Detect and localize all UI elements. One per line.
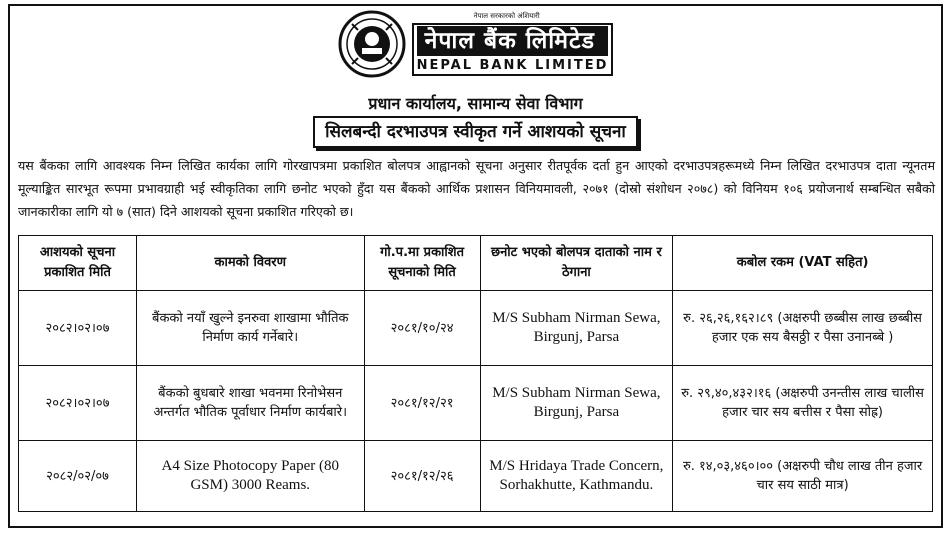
- cell-bidder: M/S Subham Nirman Sewa, Birgunj, Parsa: [480, 366, 673, 441]
- header-notice-date: आशयको सूचना प्रकाशित मिति: [19, 236, 137, 291]
- cell-gp-date: २०८१/१०/२४: [364, 291, 480, 366]
- cell-amount: रु. २९,४०,४३२।१६ (अक्षरुपी उनन्तीस लाख चालीस हजार चार सय बत्तीस र पैसा सोह्र): [673, 366, 933, 441]
- cell-bidder: M/S Hridaya Trade Concern, Sorhakhutte, Kathmandu.: [480, 441, 673, 512]
- header-description: कामको विवरण: [136, 236, 364, 291]
- header-bidder: छनोट भएको बोलपत्र दाताको नाम र ठेगाना: [480, 236, 673, 291]
- table-header-row: [19, 236, 933, 291]
- table-row: [19, 291, 933, 366]
- cell-description: बैंकको बुधबारे शाखा भवनमा रिनोभेसन अन्तर्गत भौतिक पूर्वाधार निर्माण कार्यबारे।: [136, 366, 364, 441]
- header-amount: कबोल रकम (VAT सहित): [673, 236, 933, 291]
- header-gp-date: गो.प.मा प्रकाशित सूचनाको मिति: [364, 236, 480, 291]
- bank-name-english: NEPAL BANK LIMITED: [416, 58, 609, 73]
- cell-gp-date: २०८१/१२/२१: [364, 366, 480, 441]
- bank-name-nepali: नेपाल बैंक लिमिटेड: [417, 26, 609, 56]
- office-name: प्रधान कार्यालय, सामान्य सेवा विभाग: [368, 94, 583, 113]
- cell-amount: रु. १४,०३,४६०।०० (अक्षरुपी चौध लाख तीन हजार चार सय साठी मात्र): [673, 441, 933, 512]
- brand-tagline: नेपाल सरकारको अंशियारी: [473, 12, 540, 20]
- cell-notice-date: २०८२/०२/०७: [19, 441, 137, 512]
- table-row: [19, 441, 933, 512]
- cell-notice-date: २०८२।०२।०७: [19, 366, 137, 441]
- notice-page: [8, 4, 943, 528]
- intro-paragraph: यस बैंकका लागि आवश्यक निम्न लिखित कार्यका लागि गोरखापत्रमा प्रकाशित बोलपत्र आह्वानको सूचना अनुसार रीतपूर्वक दर्ता हुन आएको दरभाउपत्रहरूमध्ये निम्न लिखित दरभाउपत्र दाता न्यूनतम मूल्याङ्कित सारभूत रूपमा प्रभावग्राही भई स्वीकृतिका लागि छनोट भएको हुँदा यस बैंकको आर्थिक प्रशासन विनियमावली, २०७१ (दोस्रो संशोधन २०७८) को विनियम १०६ प्रयोजनार्थ सम्बन्धित सबैको जानकारीका लागि यो ७ (सात) दिने आशयको सूचना प्रकाशित गरिएको छ।: [18, 158, 935, 219]
- notice-title: सिलबन्दी दरभाउपत्र स्वीकृत गर्ने आशयको सूचना: [313, 116, 638, 148]
- cell-description: A4 Size Photocopy Paper (80 GSM) 3000 Reams.: [136, 441, 364, 512]
- cell-notice-date: २०८२।०२।०७: [19, 291, 137, 366]
- bank-seal-icon: [338, 10, 406, 78]
- header: [10, 6, 941, 90]
- award-table: [18, 235, 933, 512]
- cell-bidder: M/S Subham Nirman Sewa, Birgunj, Parsa: [480, 291, 673, 366]
- table-row: [19, 366, 933, 441]
- cell-amount: रु. २६,२६,१६२।८९ (अक्षरुपी छब्बीस लाख छब्बीस हजार एक सय बैसठ्ठी र पैसा उनानब्बे ): [673, 291, 933, 366]
- cell-gp-date: २०८१/१२/२६: [364, 441, 480, 512]
- cell-description: बैंकको नयाँ खुल्ने इनरुवा शाखामा भौतिक निर्माण कार्य गर्नेबारे।: [136, 291, 364, 366]
- bank-logo: [338, 10, 614, 78]
